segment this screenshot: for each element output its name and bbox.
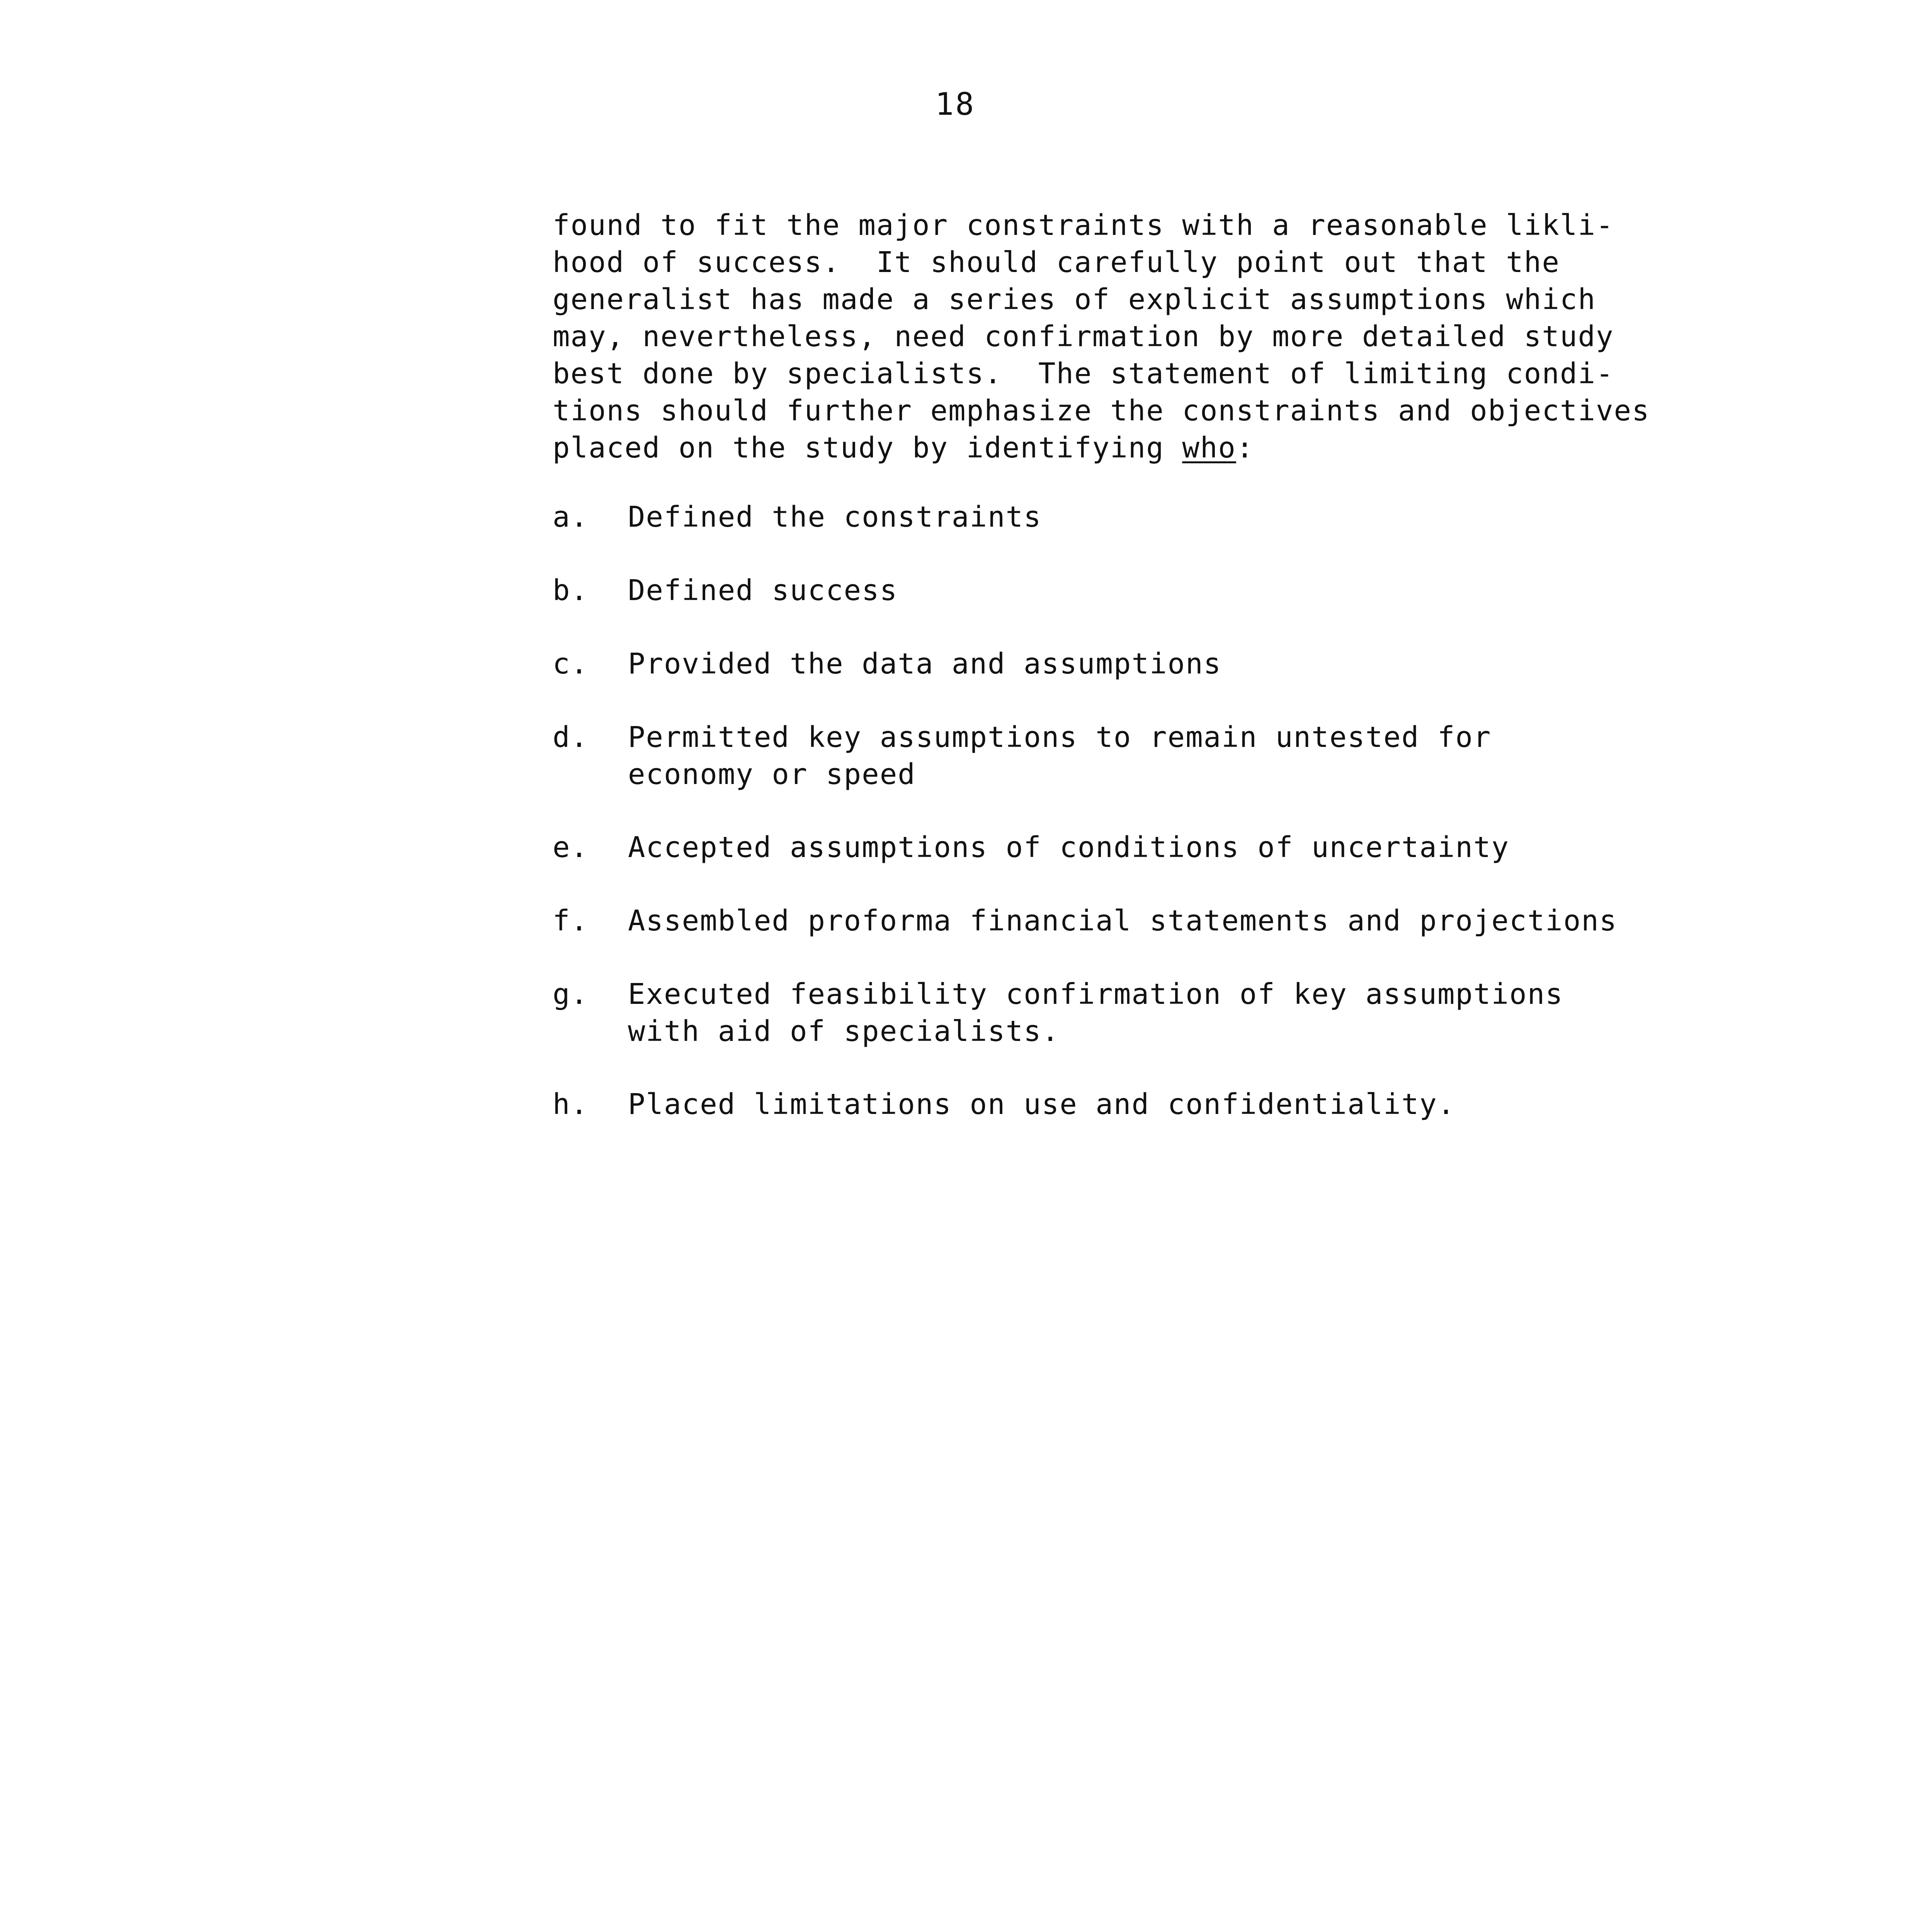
underlined-word: who — [1182, 431, 1236, 464]
page-number: 18 — [935, 86, 976, 122]
list-line: with aid of specialists. — [628, 1015, 1060, 1048]
list-marker: f. — [553, 904, 589, 937]
list-text: Placed limitations on use and confidentiality. — [628, 1088, 1456, 1121]
list-text — [628, 976, 1710, 1050]
list-marker: a. — [553, 500, 589, 534]
list-text: Defined success — [628, 574, 898, 607]
paragraph-line: may, nevertheless, need confirmation by more detailed study — [553, 320, 1614, 353]
paragraph-line: tions should further emphasize the constraints and objectives — [553, 394, 1650, 427]
paragraph-line: best done by specialists. The statement of limiting condi- — [553, 357, 1614, 390]
list-marker: c. — [553, 647, 589, 680]
body-paragraph — [553, 207, 1712, 466]
trailing-colon: : — [1236, 431, 1254, 464]
list-line: Permitted key assumptions to remain untested for — [628, 721, 1492, 754]
list-text: Assembled proforma financial statements and projections — [628, 904, 1618, 937]
list-line: economy or speed — [628, 758, 916, 791]
paragraph-line: placed on the study by identifying — [553, 431, 1182, 464]
list-marker: g. — [553, 978, 589, 1011]
paragraph-line: generalist has made a series of explicit assumptions which — [553, 283, 1596, 316]
list-marker: h. — [553, 1088, 589, 1121]
list-text: Provided the data and assumptions — [628, 647, 1222, 680]
list-marker: b. — [553, 574, 589, 607]
list-text: Accepted assumptions of conditions of uncertainty — [628, 831, 1510, 864]
list-marker: e. — [553, 831, 589, 864]
paragraph-line: found to fit the major constraints with a reasonable likli- — [553, 209, 1614, 242]
list-marker: d. — [553, 721, 589, 754]
list-text: Defined the constraints — [628, 500, 1042, 534]
list-text — [628, 719, 1710, 793]
paragraph-line: hood of success. It should carefully point out that the — [553, 246, 1560, 279]
list-line: Executed feasibility confirmation of key assumptions — [628, 978, 1563, 1011]
